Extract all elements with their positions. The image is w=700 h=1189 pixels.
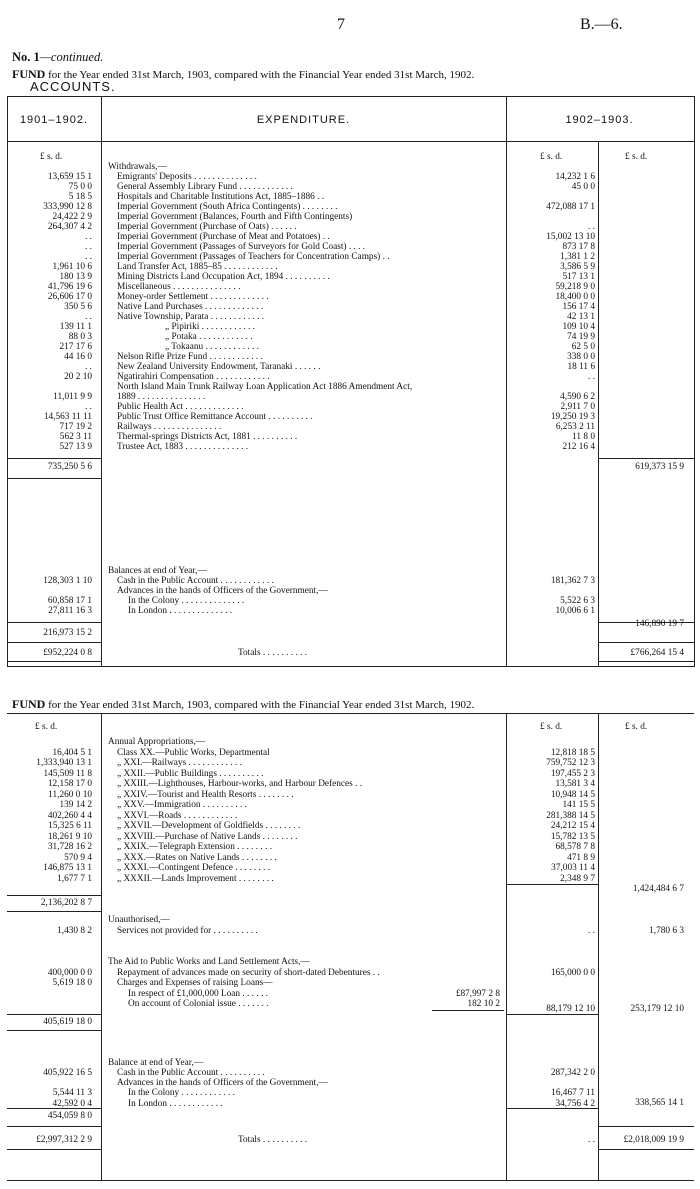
annual-total-1902: 2,136,202 8 7 [40,898,92,908]
cell-c3: 471 8 9 [567,852,595,863]
cell-c2: Railways . . . . . . . . . . . . . . . [117,422,222,432]
cell-c3: 759,752 12 3 [546,758,595,768]
cell-c2: Land Transfer Act, 1885–85 . . . . . . . . . . . . [117,262,278,272]
cell-c3: 13,581 3 4 [555,779,595,789]
table-row [0,790,700,801]
cell-c2: In London . . . . . . . . . . . . [128,1098,223,1109]
document-reference: B.—6. [580,16,623,33]
cell-c1: 75 0 0 [68,182,92,192]
cell-c1: 1,677 7 1 [57,873,92,884]
cell-c3: 68,578 7 8 [555,842,595,852]
cell-c1: 717 19 2 [59,422,92,432]
cell-c3: 6,253 2 11 [555,422,595,432]
cell-c2: Imperial Government (Purchase of Oats) . . . . . . [117,222,297,232]
cell-c1: 1,333,940 13 1 [36,758,92,768]
cell-c1: 217 17 6 [59,342,92,352]
withdrawals-total-row [0,462,700,473]
cell-c2: Advances in the hands of Officers of the Government,— [117,586,328,596]
cell-c1: 145,509 11 8 [43,768,92,779]
cell-c2: North Island Main Trunk Railway Loan Application Act 1886 Amendment Act, [117,382,413,392]
cell-c3: 15,782 13 5 [550,831,595,842]
lsd-heading: £ s. d. [540,152,563,162]
cell-c2: In the Colony . . . . . . . . . . . . . . [128,596,245,606]
cell-c3: 34,756 4 2 [555,1098,595,1109]
cell-c1: 146,875 13 1 [43,863,92,873]
cell-c3: 287,342 2 0 [550,1068,595,1078]
cell-c2: Mining Districts Land Occupation Act, 1894 . . . . . . . . . . [117,272,330,282]
cell-c2: Ngatirahiri Compensation . . . . . . . . . . . . [117,372,270,382]
bottom-grand-total-1902: £2,997,312 2 9 [36,1135,92,1145]
balances-total-1902: 216,973 15 2 [43,628,92,638]
cell-c3: 4,590 6 2 [560,392,595,402]
cell-c2: Advances in the hands of Officers of the Government,— [117,1078,328,1089]
cell-c3: 141 15 5 [562,800,595,810]
cell-c2: General Assembly Library Fund . . . . . . . . . . . . [117,182,293,192]
cell-c1: 1,961 10 6 [52,262,92,272]
cell-c2: In London . . . . . . . . . . . . . . [128,606,233,616]
cell-c2: „ XXII.—Public Buildings . . . . . . . . . . [117,768,264,779]
cell-c2: Annual Appropriations,— [108,737,206,747]
cell-c2: Hospitals and Charitable Institutions Act, 1885–1886 . . [117,192,325,202]
cell-c1: 12,158 17 0 [47,779,92,789]
cell-c2: Native Township, Parata . . . . . . . . . . . . [117,312,265,322]
header-expenditure: EXPENDITURE. [256,114,351,126]
cell-c2: Thermal-springs Districts Act, 1881 . . . . . . . . . . [117,432,298,442]
cell-c1: 527 13 9 [59,442,92,452]
cell-c2: Imperial Government (Balances, Fourth and Fifth Contingents) [117,212,353,222]
cell-c2: Trustee Act, 1883 . . . . . . . . . . . . . . [117,442,249,452]
cell-c3: 472,088 17 1 [546,202,595,212]
cell-c2: Balances at end of Year,— [108,566,207,576]
cell-c3: 109 10 4 [562,322,595,332]
table-row [0,769,700,780]
cell-c3: 11 8 0 [572,432,595,442]
cell-c1: 5,544 11 3 [52,1088,92,1099]
cell-c1: 5 18 5 [68,192,92,202]
cell-c1: 402,260 4 4 [47,810,92,821]
cell-c2: Imperial Government (Passages of Teachers for Concentration Camps) . . [117,252,390,262]
cell-c1: 13,659 15 1 [47,172,92,182]
bottom-grand-total-1903: £2,018,009 19 9 [623,1135,684,1145]
grand-total-1903: £766,264 15 4 [630,648,684,658]
cell-c2: Public Health Act . . . . . . . . . . . . . [117,402,244,412]
cell-c1: 14,563 11 11 [43,412,92,422]
cell-c3: 14,232 1 6 [555,172,595,182]
totals-label: Totals . . . . . . . . . . [238,648,308,658]
cell-c1: 350 5 6 [64,302,92,312]
cell-c3: 10,948 14 5 [550,789,595,800]
table-row [0,811,700,822]
cell-c1: 15,325 6 11 [48,821,92,831]
cell-c2: „ XXIII.—Lighthouses, Harbour-works, and Harbour Defences . . [117,779,363,789]
cell-c1: 24,422 2 9 [52,212,92,222]
cell-c3: 59,218 9 0 [555,282,595,292]
table-row [0,737,700,748]
cell-c1: 405,922 16 5 [43,1068,92,1078]
cell-c3: 15,002 13 10 [546,232,595,242]
table-row [0,800,700,811]
cell-c2: „ Tokaanu . . . . . . . . . . . . [165,342,259,352]
withdrawals-total-1903: 619,373 15 9 [635,462,684,472]
cell-c2: Imperial Government (Passages of Surveyors for Gold Coast) . . . . [117,242,366,252]
cell-c1: 16,404 5 1 [52,747,92,758]
cell-c2: „ Pipiriki . . . . . . . . . . . . [165,322,256,332]
cell-c3: 45 0 0 [571,182,595,192]
cell-c1: 41,796 19 6 [47,282,92,292]
lsd-heading: £ s. d. [625,152,648,162]
cell-c3: 181,362 7 3 [550,576,595,586]
table-row [0,758,700,769]
cell-c1: . . [85,242,92,252]
cell-c2: Imperial Government (South Africa Contingents) . . . . . . . . [117,202,338,212]
table-row [0,853,700,864]
cell-c3: 197,455 2 3 [550,768,595,779]
cell-c3: 12,818 18 5 [550,747,595,758]
cell-c2: Native Land Purchases . . . . . . . . . . . . . [117,302,264,312]
cell-c1: . . [85,252,92,262]
cell-c2: „ XXVIII.—Purchase of Native Lands . . . . . . . . [117,831,298,842]
cell-c2: Money-order Settlement . . . . . . . . . . . . . [117,292,269,302]
cell-c1: 20 2 10 [64,372,92,382]
cell-c2: „ XXIX.—Telegraph Extension . . . . . . . . [117,842,273,852]
cell-c3: 37,003 11 4 [551,863,595,873]
cell-c1: 180 13 9 [59,272,92,282]
cell-c2: „ XXVII.—Development of Goldfields . . . . . . . . [117,821,301,831]
unauthorised-1903: 1,780 6 3 [649,926,684,936]
balance-total-row: 454,059 8 0 338,565 14 1 [47,1098,684,1121]
cell-c1: 44 16 0 [64,352,92,362]
cell-c2: In the Colony . . . . . . . . . . . . [128,1088,235,1099]
cell-c3: 42 13 1 [567,312,595,322]
balances-total-row [0,619,700,639]
cell-c3: 1,381 1 2 [560,252,595,262]
cell-c3: 156 17 4 [562,302,595,312]
cell-c1: . . [85,402,92,412]
cell-c1: 26,606 17 0 [47,292,92,302]
cell-c2: Withdrawals,— [108,162,167,172]
table-row [0,779,700,790]
fund-title-top: FUND for the Year ended 31st March, 1903, compared with the Financial Year ended 31st March, 1902. [12,67,475,81]
cell-c1: 562 3 11 [59,432,92,442]
cell-c2: Cash in the Public Account . . . . . . . . . . [117,1068,265,1078]
cell-c3: 24,212 15 4 [550,821,595,831]
lsd-heading: £ s. d. [35,722,58,732]
table-row [0,874,700,885]
accounts-label: ACCOUNTS. [30,79,116,94]
cell-c2: Miscellaneous . . . . . . . . . . . . . . . [117,282,241,292]
cell-c2: New Zealand University Endowment, Taranaki . . . . . . [117,362,321,372]
unauthorised-heading-row: Unauthorised,— [108,915,170,925]
lsd-heading: £ s. d. [625,722,648,732]
table-row [0,832,700,843]
withdrawals-total-1902: 735,250 5 6 [47,462,92,472]
cell-c3: 212 16 4 [562,442,595,452]
cell-c3: 2,911 7 0 [560,402,595,412]
cell-c1: 139 14 2 [59,800,92,810]
cell-c3: 74 19 9 [567,332,595,342]
cell-c1: 11,260 0 10 [48,789,92,800]
cell-c3: 338 0 0 [567,352,595,362]
header-1901-1902: 1901–1902. [19,114,89,126]
cell-c1: 31,728 16 2 [47,842,92,852]
grand-total-1902: £952,224 0 8 [43,648,92,658]
unauthorised-1902: 1,430 8 2 [57,926,92,936]
cell-c3: 281,388 14 5 [546,810,595,821]
table-row [0,606,700,617]
cell-c2: „ XXXII.—Lands Improvement . . . . . . . . [117,873,274,884]
cell-c1: 42,592 0 4 [52,1098,92,1109]
cell-c1: 570 9 4 [64,852,92,863]
cell-c1: 11,011 9 9 [53,392,92,402]
aid-heading-row: The Aid to Public Works and Land Settlement Acts,— [108,957,310,967]
cell-c3: . . [588,372,595,382]
header-1902-1903: 1902–1903. [565,114,634,126]
cell-c3: . . [588,222,595,232]
lsd-heading: £ s. d. [540,722,563,732]
cell-c2: „ XXIV.—Tourist and Health Resorts . . . . . . . . [117,789,294,800]
annual-total-row [0,884,700,909]
cell-c3: 3,586 5 9 [560,262,595,272]
cell-c1: 60,858 17 1 [47,596,92,606]
cell-c2: Cash in the Public Account . . . . . . . . . . . . [117,576,275,586]
cell-c2: „ XXXI.—Contingent Defence . . . . . . . . [117,863,271,873]
page-number: 7 [337,16,345,33]
bottom-totals-row: £2,997,312 2 9 Totals . . . . . . . . . . . . £2,018,009 19 9 [36,1135,684,1145]
cell-c1: 18,261 9 10 [47,831,92,842]
cell-c1: . . [85,362,92,372]
cell-c1: 333,990 12 8 [43,202,92,212]
cell-c3: 5,522 6 3 [560,596,595,606]
cell-c3: 62 5 0 [571,342,595,352]
table-number: No. 1—continued. [12,50,104,64]
cell-c1: 128,303 1 10 [43,576,92,586]
aid-charges-subtotal-row: 88,179 12 10 [546,1004,595,1014]
cell-c1: 88 0 3 [68,332,92,342]
table-row [0,842,700,853]
cell-c2: Imperial Government (Purchase of Meat and Potatoes) . . [117,232,330,242]
cell-c2: Emigrants' Deposits . . . . . . . . . . . . . . [117,172,257,182]
annual-total-1903: 1,424,484 6 7 [632,884,684,894]
cell-c3: 19,250 19 3 [550,412,595,422]
cell-c3: 18 11 6 [567,362,595,372]
cell-c2: „ XXV.—Immigration . . . . . . . . . . [117,800,247,810]
fund-title-bottom: FUND for the Year ended 31st March, 1903, compared with the Financial Year ended 31st March, 1902. [12,697,475,711]
cell-c1: 139 11 1 [59,322,92,332]
balances-total-1903: 146,890 19 7 [635,619,684,629]
unauthorised-row: 1,430 8 2 Services not provided for . . . . . . . . . . . . 1,780 6 3 [57,926,684,936]
aid-colonial-row: On account of Colonial issue . . . . . . . 182 10 2 [128,999,500,1009]
aid-total-row: 405,619 18 0 253,179 12 10 [43,1004,684,1027]
cell-c2: Public Trust Office Remittance Account . . . . . . . . . . [117,412,313,422]
table-row [0,748,700,759]
cell-c3: 10,006 6 1 [555,606,595,616]
aid-loan-row: In respect of £1,000,000 Loan . . . . . . £87,997 2 8 [128,989,500,999]
cell-c3: 2,348 9 7 [560,873,595,884]
cell-c1: . . [85,232,92,242]
aid-repayment-row: 400,000 0 0 Repayment of advances made on security of short-dated Debentures . . 165,000 0 0 [47,968,595,978]
cell-c2: „ XXI.—Railways . . . . . . . . . . . . [117,758,242,768]
aid-charges-row: 5,619 18 0 Charges and Expenses of raising Loans— [52,978,273,988]
cell-c3: 16,467 7 11 [551,1088,595,1099]
balance-heading-row: Balance at end of Year,— [108,1058,204,1068]
cell-c3: 873 17 8 [562,242,595,252]
totals-row [0,648,700,659]
lsd-heading: £ s. d. [40,152,63,162]
cell-c2: Class XX.—Public Works, Departmental [117,747,270,758]
cell-c2: 1889 . . . . . . . . . . . . . . . [117,392,206,402]
table-row [0,863,700,874]
cell-c2: „ XXVI.—Roads . . . . . . . . . . . . [117,810,238,821]
cell-c2: „ Potaka . . . . . . . . . . . . [165,332,253,342]
cell-c3: 18,400 0 0 [555,292,595,302]
cell-c2: „ XXX.—Rates on Native Lands . . . . . . . . [117,852,277,863]
table-row [0,442,700,453]
cell-c2: Nelson Rifle Prize Fund . . . . . . . . . . . . [117,352,263,362]
cell-c1: 27,811 16 3 [48,606,92,616]
cell-c3: 517 13 1 [562,272,595,282]
cell-c1: . . [85,312,92,322]
cell-c1: 264,307 4 2 [47,222,92,232]
table-row [0,821,700,832]
